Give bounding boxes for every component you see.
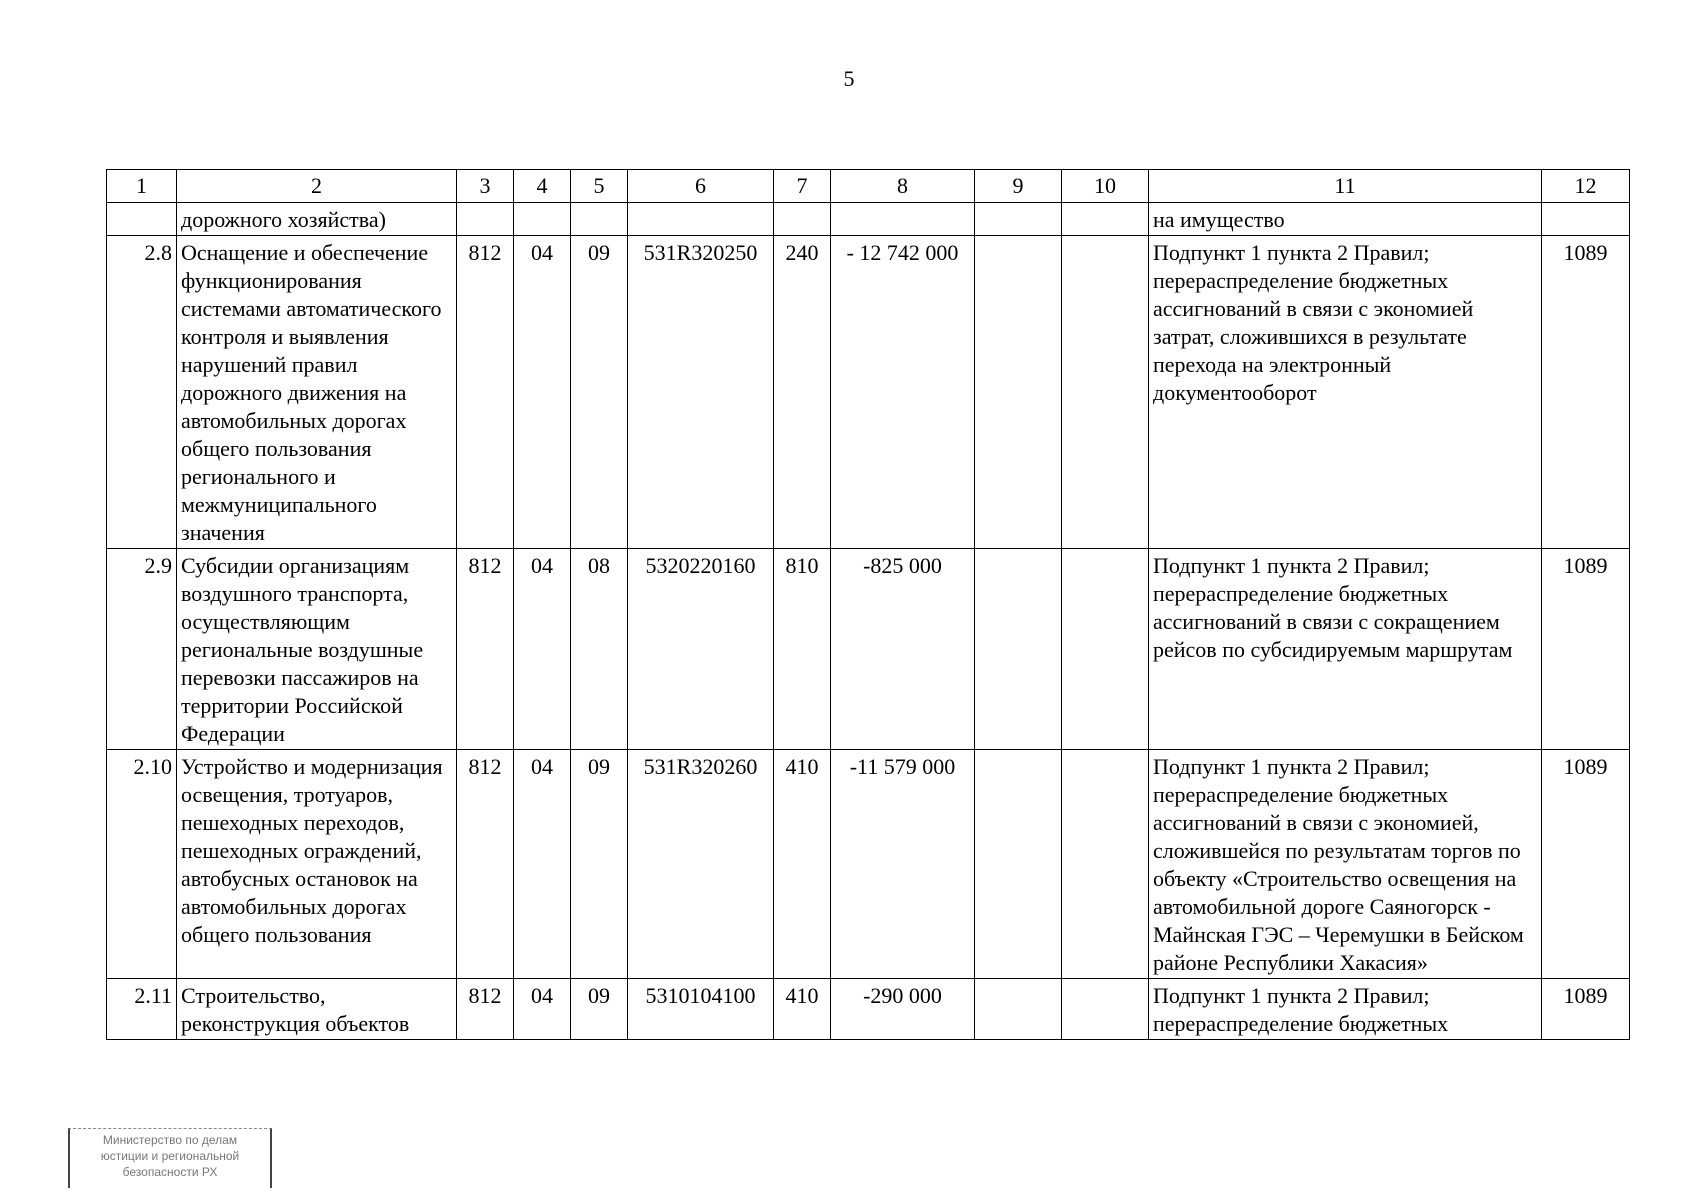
expense-type-cell: 410: [774, 979, 831, 1040]
section-code-cell: 04: [514, 236, 571, 549]
header-cell: 5: [571, 170, 628, 203]
header-cell: 2: [177, 170, 457, 203]
target-article-cell: 5310104100: [628, 979, 774, 1040]
stamp-line: юстиции и региональной: [100, 1149, 240, 1163]
target-article-cell: 531R320260: [628, 750, 774, 979]
header-cell: 1: [107, 170, 177, 203]
stamp-line: безопасности РХ: [122, 1165, 218, 1179]
target-article-cell: [628, 203, 774, 236]
row-number-cell: 2.8: [107, 236, 177, 549]
amount-change-cell: -290 000: [831, 979, 975, 1040]
ministry-code-cell: [457, 203, 514, 236]
column-9-cell: [975, 549, 1062, 750]
row-number-cell: [107, 203, 177, 236]
section-code-cell: 04: [514, 979, 571, 1040]
target-article-cell: 5320220160: [628, 549, 774, 750]
table-header-row: [107, 170, 1630, 203]
subsection-code-cell: 08: [571, 549, 628, 750]
basis-cell: Подпункт 1 пункта 2 Правил; перераспределение бюджетных ассигнований в связи с сокращением рейсов по субсидируемым маршрутам: [1149, 549, 1542, 750]
header-cell: 12: [1542, 170, 1630, 203]
header-cell: 6: [628, 170, 774, 203]
expense-type-cell: [774, 203, 831, 236]
column-12-cell: 1089: [1542, 979, 1630, 1040]
header-cell: 3: [457, 170, 514, 203]
basis-cell: Подпункт 1 пункта 2 Правил; перераспределение бюджетных ассигнований в связи с экономией, сложившейся по результатам торгов по объекту «Строительство освещения на автомобильной дороге Саяногорск - Майнская ГЭС – Черемушки в Бейском районе Республики Хакасия»: [1149, 750, 1542, 979]
table-row: [107, 750, 1630, 979]
header-cell: 11: [1149, 170, 1542, 203]
subsection-code-cell: 09: [571, 979, 628, 1040]
amount-change-cell: [831, 203, 975, 236]
amount-change-cell: - 12 742 000: [831, 236, 975, 549]
basis-cell: Подпункт 1 пункта 2 Правил; перераспределение бюджетных: [1149, 979, 1542, 1040]
column-12-cell: [1542, 203, 1630, 236]
ministry-code-cell: 812: [457, 549, 514, 750]
column-9-cell: [975, 750, 1062, 979]
subsection-code-cell: [571, 203, 628, 236]
table-row: [107, 549, 1630, 750]
ministry-code-cell: 812: [457, 750, 514, 979]
section-code-cell: 04: [514, 549, 571, 750]
amount-change-cell: -825 000: [831, 549, 975, 750]
column-12-cell: 1089: [1542, 236, 1630, 549]
item-name-cell: Оснащение и обеспечение функционирования системами автоматического контроля и выявления нарушений правил дорожного движения на автомобильных дорогах общего пользования регионального и межмуниципального значения: [177, 236, 457, 549]
column-9-cell: [975, 979, 1062, 1040]
expense-type-cell: 410: [774, 750, 831, 979]
subsection-code-cell: 09: [571, 750, 628, 979]
ministry-code-cell: 812: [457, 236, 514, 549]
section-code-cell: [514, 203, 571, 236]
column-9-cell: [975, 236, 1062, 549]
basis-cell: на имущество: [1149, 203, 1542, 236]
column-10-cell: [1062, 750, 1149, 979]
table-row: [107, 979, 1630, 1040]
header-cell: 8: [831, 170, 975, 203]
registration-stamp: [68, 1128, 272, 1188]
item-name-cell: дорожного хозяйства): [177, 203, 457, 236]
stamp-line: Министерство по делам: [102, 1133, 238, 1147]
page-number: 5: [843, 66, 855, 91]
column-9-cell: [975, 203, 1062, 236]
target-article-cell: 531R320250: [628, 236, 774, 549]
column-10-cell: [1062, 549, 1149, 750]
table-row: [107, 236, 1630, 549]
table-row: [107, 203, 1630, 236]
expense-type-cell: 240: [774, 236, 831, 549]
header-cell: 10: [1062, 170, 1149, 203]
column-10-cell: [1062, 979, 1149, 1040]
item-name-cell: Субсидии организациям воздушного транспорта, осуществляющим региональные воздушные перевозки пассажиров на территории Российской Федерации: [177, 549, 457, 750]
expense-type-cell: 810: [774, 549, 831, 750]
amount-change-cell: -11 579 000: [831, 750, 975, 979]
item-name-cell: Устройство и модернизация освещения, тротуаров, пешеходных переходов, пешеходных ограждений, автобусных остановок на автомобильных дорогах общего пользования: [177, 750, 457, 979]
item-name-cell: Строительство, реконструкция объектов: [177, 979, 457, 1040]
row-number-cell: 2.10: [107, 750, 177, 979]
header-cell: 7: [774, 170, 831, 203]
header-cell: 9: [975, 170, 1062, 203]
column-12-cell: 1089: [1542, 549, 1630, 750]
basis-cell: Подпункт 1 пункта 2 Правил; перераспределение бюджетных ассигнований в связи с экономией затрат, сложившихся в результате перехода на электронный документооборот: [1149, 236, 1542, 549]
header-cell: 4: [514, 170, 571, 203]
row-number-cell: 2.9: [107, 549, 177, 750]
column-10-cell: [1062, 236, 1149, 549]
budget-table: [106, 169, 1630, 1040]
section-code-cell: 04: [514, 750, 571, 979]
column-12-cell: 1089: [1542, 750, 1630, 979]
row-number-cell: 2.11: [107, 979, 177, 1040]
subsection-code-cell: 09: [571, 236, 628, 549]
ministry-code-cell: 812: [457, 979, 514, 1040]
column-10-cell: [1062, 203, 1149, 236]
